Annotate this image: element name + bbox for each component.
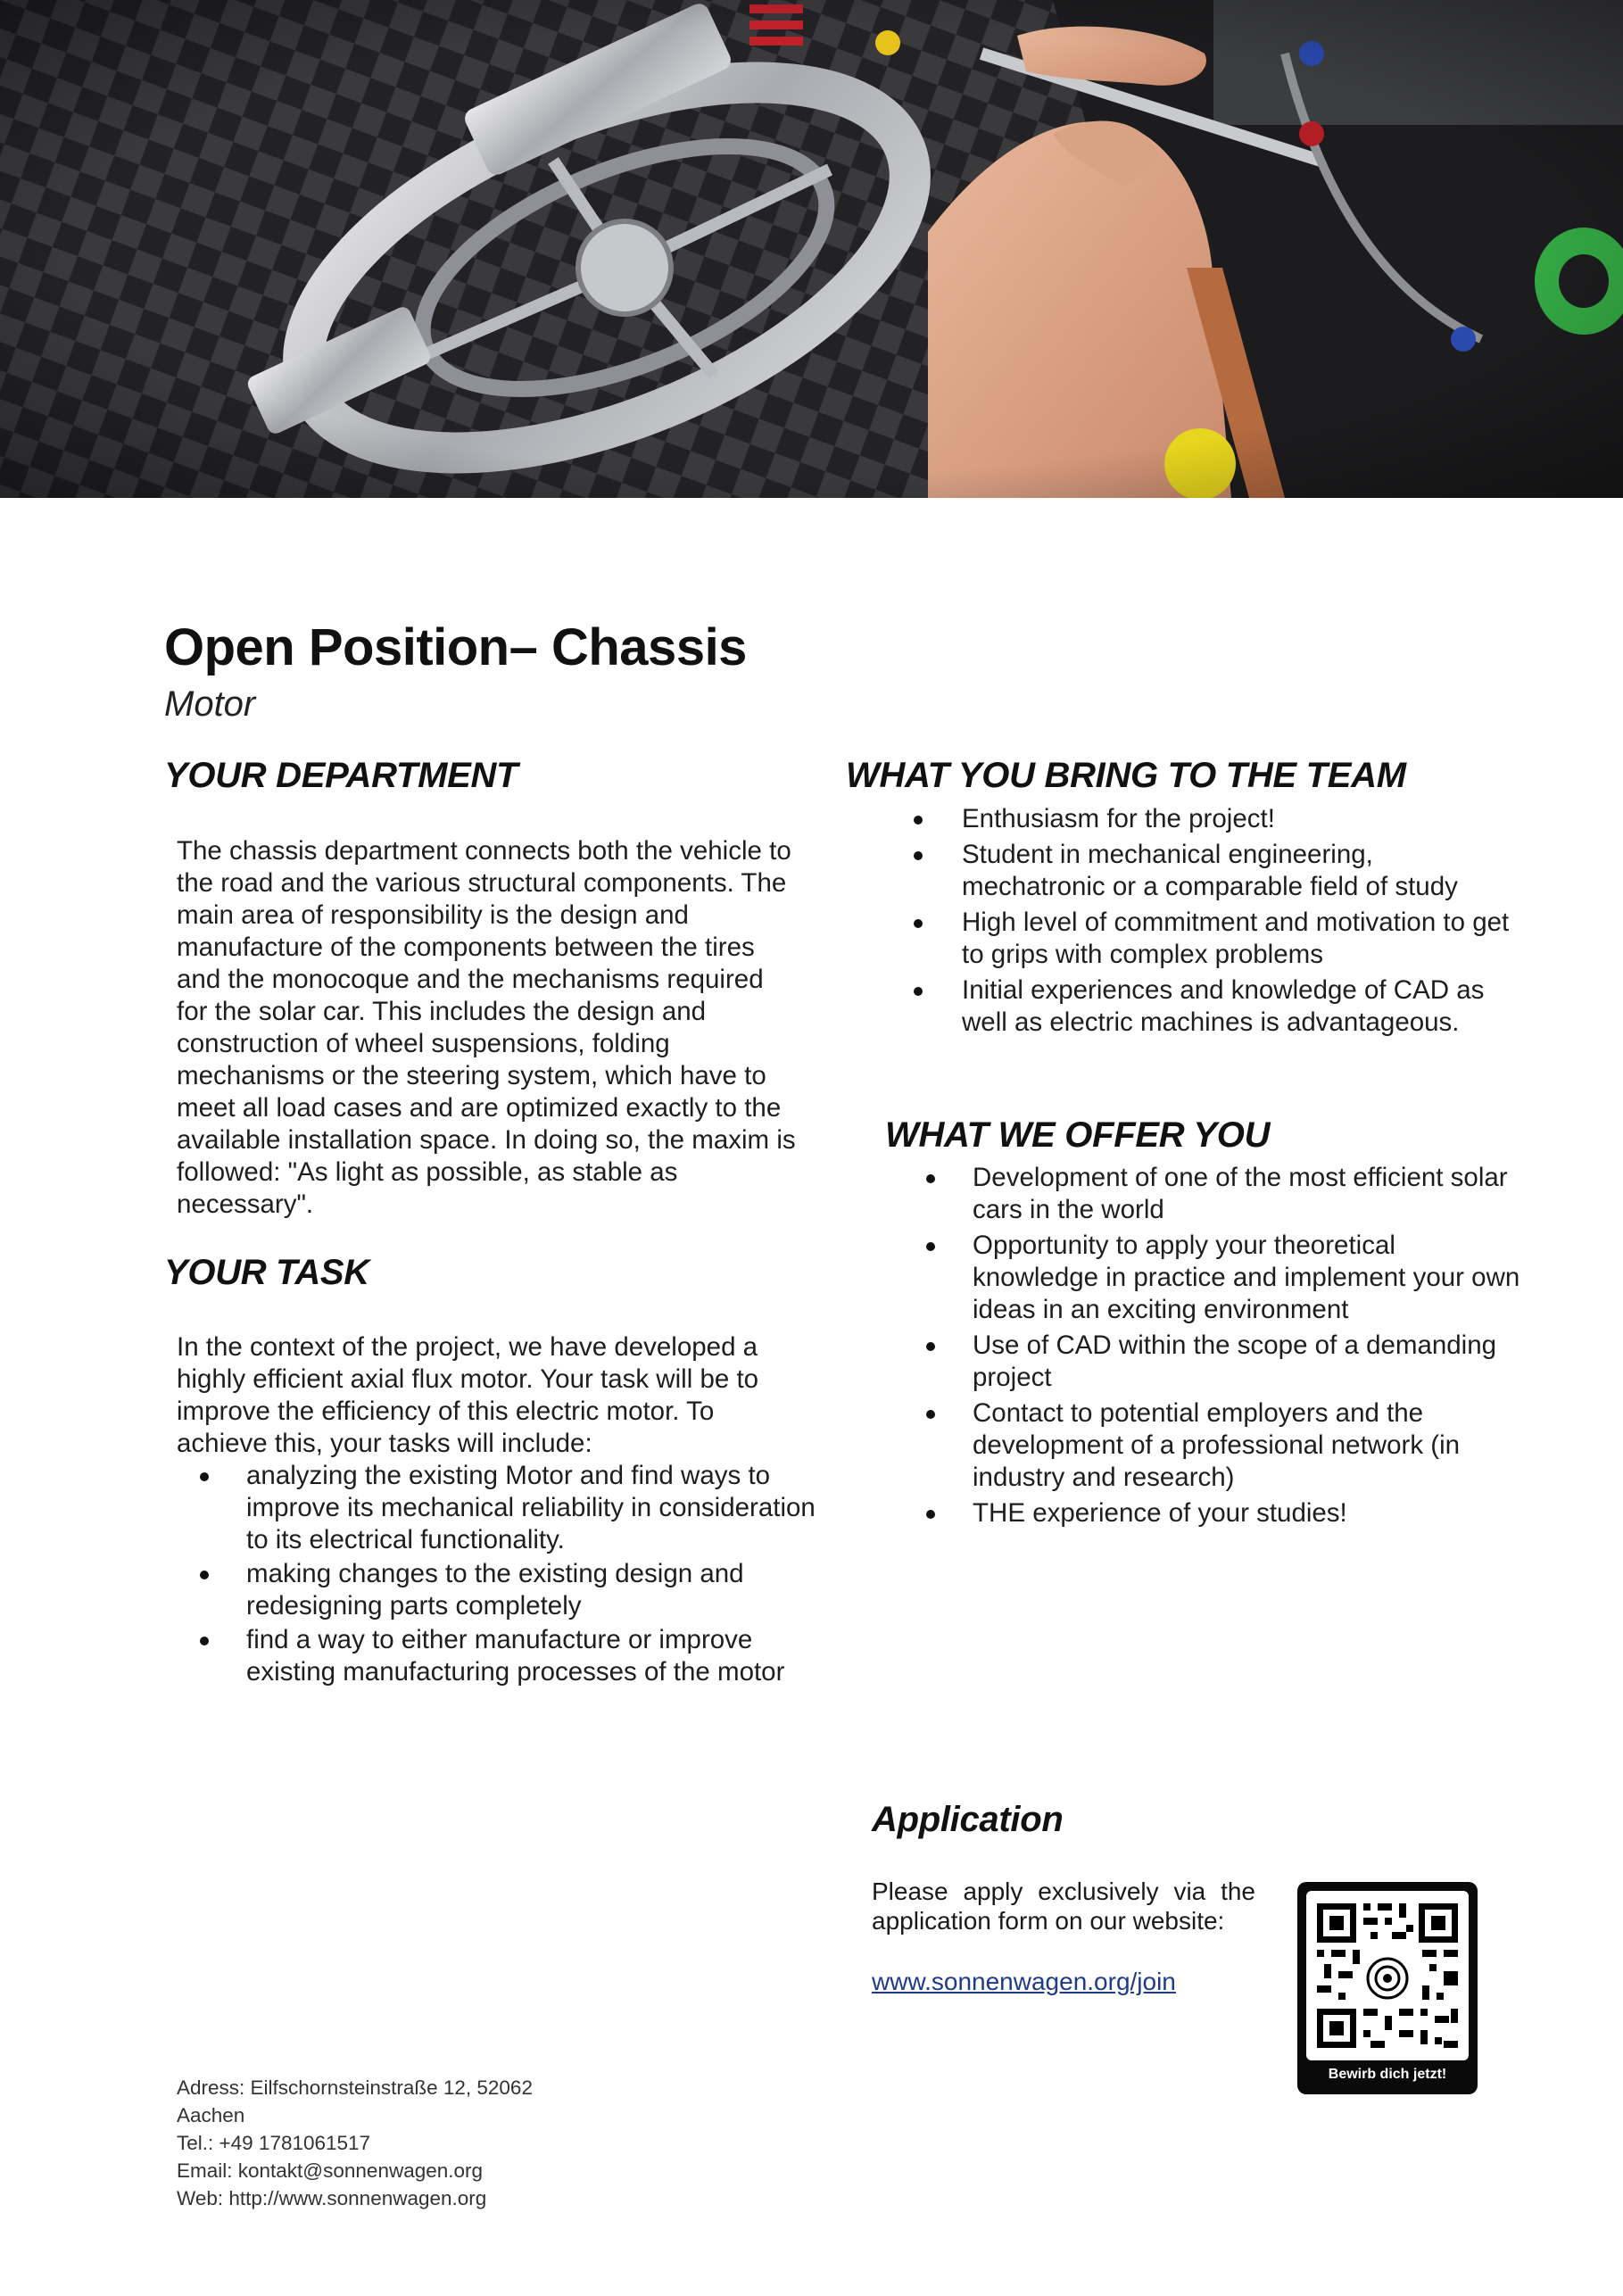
bullet-icon	[200, 1637, 209, 1645]
footer-address: Adress: Eilfschornsteinstraße 12, 52062	[177, 2076, 533, 2099]
list-item: analyzing the existing Motor and find ways to improve its mechanical reliability in consideration to its electrical functionality.	[177, 1460, 819, 1556]
application-text: Please apply exclusively via the application form on our website:	[872, 1877, 1255, 1935]
bullet-icon	[914, 919, 923, 928]
page-subtitle: Motor	[164, 684, 256, 724]
task-list	[177, 1460, 819, 1690]
bullet-icon	[926, 1242, 935, 1251]
list-item: find a way to either manufacture or improve existing manufacturing processes of the motor	[177, 1624, 819, 1688]
list-item: Initial experiences and knowledge of CAD as well as electric machines is advantageous.	[892, 974, 1517, 1039]
page-title: Open Position– Chassis	[164, 618, 747, 676]
department-heading: YOUR DEPARTMENT	[164, 756, 518, 795]
photo-icon	[0, 0, 1623, 498]
offer-list	[903, 1162, 1528, 1533]
footer-email[interactable]: Email: kontakt@sonnenwagen.org	[177, 2159, 484, 2182]
department-text: The chassis department connects both the vehicle to the road and the various structural components. The main area of responsibility is the design and manufacture of the components between the tires and the monocoque and the mechanisms required for the solar car. This includes the design and construction of wheel suspensions, folding mechanisms or the steering system, which have to meet all load cases and are optimized exactly to the available installation space. In doing so, the maxim is followed: "As light as possible, as stable as necessary".	[177, 836, 796, 1219]
qr-code-label: Bewirb dich jetzt!	[1328, 2067, 1447, 2082]
bullet-icon	[914, 816, 923, 825]
footer-phone: Tel.: +49 1781061517	[177, 2132, 371, 2154]
bullet-icon	[926, 1410, 935, 1419]
bullet-icon	[914, 987, 923, 996]
list-item: Contact to potential employers and the development of a professional network (in industry and research)	[903, 1397, 1528, 1494]
list-item: Use of CAD within the scope of a demanding project	[903, 1330, 1528, 1394]
offer-heading: WHAT WE OFFER YOU	[885, 1115, 1271, 1155]
list-item: Enthusiasm for the project!	[892, 803, 1517, 835]
bullet-icon	[926, 1342, 935, 1351]
list-item: THE experience of your studies!	[903, 1497, 1528, 1529]
hero-photo	[0, 0, 1623, 498]
task-intro: In the context of the project, we have developed a highly efficient axial flux motor. Your task will be to improve the efficiency of this electric motor. To achieve this, your tasks will include:	[177, 1332, 759, 1458]
footer-web[interactable]: Web: http://www.sonnenwagen.org	[177, 2187, 487, 2209]
qr-code-icon	[1306, 1891, 1469, 2060]
application-heading: Application	[872, 1800, 1064, 1839]
footer-contact	[177, 2074, 587, 2212]
bullet-icon	[914, 851, 923, 860]
list-item: Development of one of the most efficient solar cars in the world	[903, 1162, 1528, 1226]
bullet-icon	[926, 1510, 935, 1519]
bullet-icon	[200, 1571, 209, 1579]
task-heading: YOUR TASK	[164, 1253, 369, 1292]
footer-city: Aachen	[177, 2104, 245, 2126]
application-link[interactable]: www.sonnenwagen.org/join	[872, 1968, 1176, 1995]
bring-list	[892, 803, 1517, 1042]
list-item: Student in mechanical engineering, mechatronic or a comparable field of study	[892, 839, 1517, 903]
list-item: High level of commitment and motivation to get to grips with complex problems	[892, 907, 1517, 971]
bullet-icon	[926, 1174, 935, 1183]
bullet-icon	[200, 1472, 209, 1481]
list-item: Opportunity to apply your theoretical knowledge in practice and implement your own ideas in an exciting environment	[903, 1230, 1528, 1326]
bring-heading: WHAT YOU BRING TO THE TEAM	[846, 756, 1406, 795]
list-item: making changes to the existing design and redesigning parts completely	[177, 1558, 819, 1622]
qr-code-card[interactable]	[1297, 1882, 1478, 2094]
